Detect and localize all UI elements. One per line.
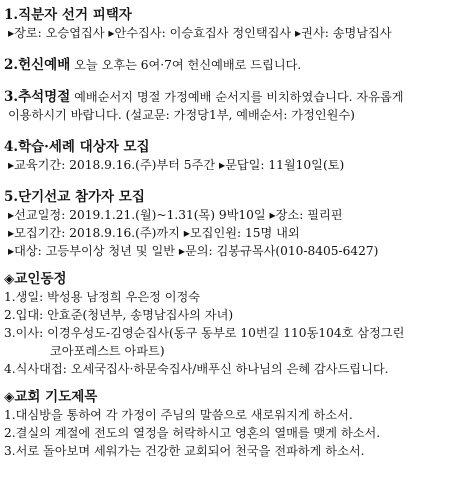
elected-officers-line: ▸장로: 오승엽집사 ▸안수집사: 이승효집사 정인택집사 ▸권사: 송명남집사 [8,26,392,40]
section-text: 오늘 오후는 6여·7여 헌신예배로 드립니다. [70,58,302,72]
section-dedication-service [4,56,463,74]
news-enlistment: 2.입대: 안효준(청년부, 송명남집사의 자녀) [4,308,234,322]
section-title: ◈교회 기도제목 [4,389,98,405]
mission-target-contact-line: ▸대상: 고등부이상 청년 및 일반 ▸문의: 김봉규목사(010-8405-6427) [8,244,379,258]
section-member-news [4,270,463,378]
prayer-item: 2.결실의 계절에 전도의 열정을 허락하시고 영혼의 열매를 맺게 하소서. [4,426,381,440]
section-title: 3.추석명절 [4,89,71,105]
baptism-schedule-line: ▸교육기간: 2018.9.16.(주)부터 5주간 ▸문답일: 11월10일(토) [8,158,345,172]
section-text: 예배순서지 명절 가정예배 순서지를 비치하였습니다. 자유롭게 [70,90,404,104]
mission-schedule-line: ▸선교일정: 2019.1.21.(월)~1.31(목) 9박10일 ▸장소: 필리핀 [8,208,343,222]
prayer-item: 1.대심방을 통하여 각 가정이 주님의 말씀으로 새로워지게 하소서. [4,408,353,422]
section-baptism-recruit [4,138,463,174]
section-title: 2.헌신예배 [4,57,71,73]
news-meal-thanks: 4.식사대접: 오세국집사·하문숙집사/배푸신 하나님의 은혜 감사드립니다. [4,362,389,376]
section-mission-recruit [4,188,463,260]
section-title: 1.직분자 선거 피택자 [4,7,132,23]
news-moving-continued: 코아포레스트 아파트) [50,344,165,358]
prayer-item: 3.서로 돌아보며 세워가는 건강한 교회되어 천국을 전파하게 하소서. [4,444,365,458]
section-title: 4.학습·세례 대상자 모집 [4,139,150,155]
section-title: 5.단기선교 참가자 모집 [4,189,145,205]
section-text-continued: 이용하시기 바랍니다. (설교문: 가정당1부, 예배순서: 가정인원수) [8,108,355,122]
news-birthday: 1.생일: 박성용 남정희 우은정 이정숙 [4,290,201,304]
mission-recruit-period-line: ▸모집기간: 2018.9.16.(주)까지 ▸모집인원: 15명 내외 [8,226,300,240]
section-chuseok [4,88,463,124]
section-prayer-requests [4,388,463,460]
section-officer-election [4,6,463,42]
section-title: ◈교인동정 [4,271,67,287]
news-moving: 3.이사: 이경우성도-김영순집사(동구 동부로 10번길 110동104호 삼정그린 [4,326,405,340]
